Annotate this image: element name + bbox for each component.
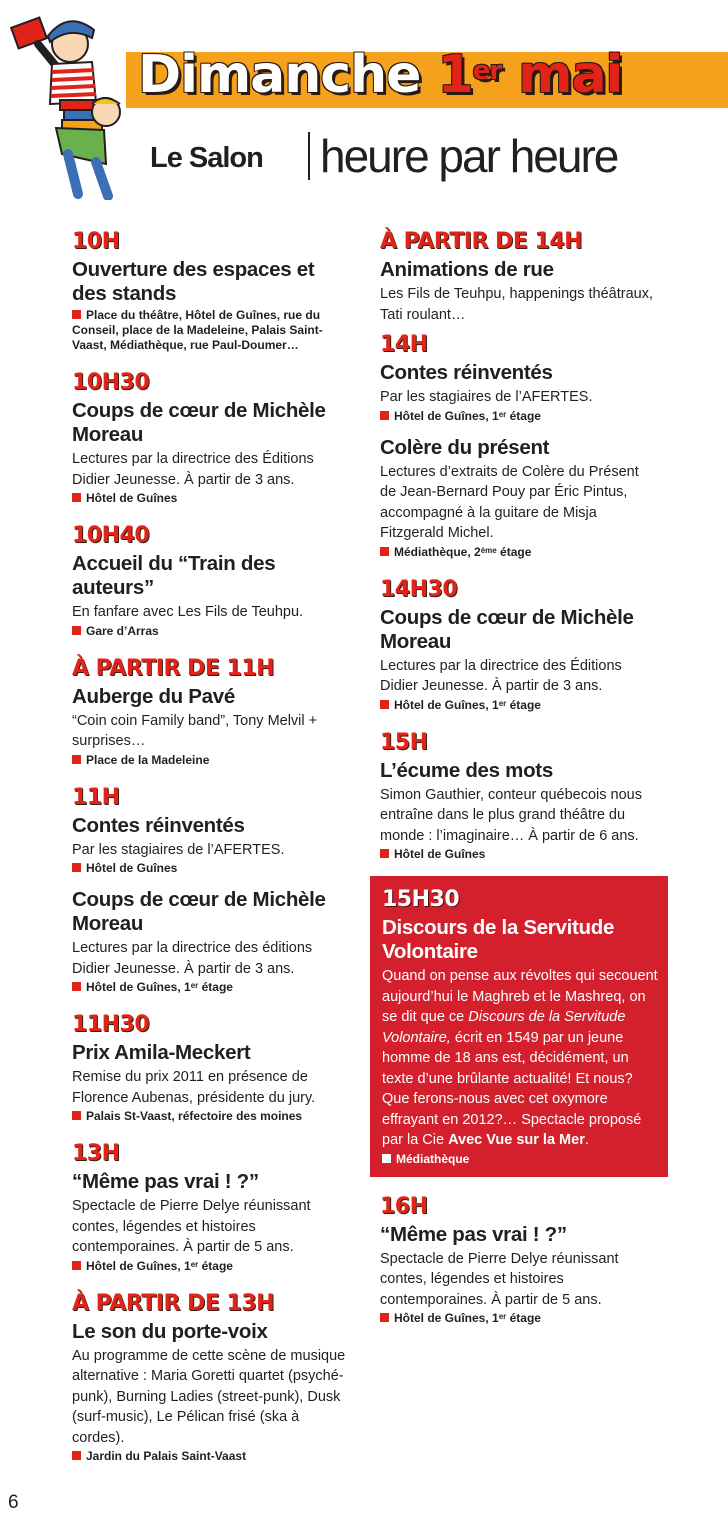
event-title: Prix Amila-Meckert bbox=[72, 1041, 251, 1064]
event-description: Lectures par la directrice des éditions Didier Jeunesse. À partir de 3 ans. bbox=[72, 940, 313, 977]
event-description: Lectures par la directrice des Éditions Didier Jeunesse. À partir de 3 ans. bbox=[380, 657, 622, 694]
subtitle-hourly: heure par heure bbox=[320, 130, 618, 182]
event-description: Par les stagiaires de l’AFERTES. bbox=[72, 841, 285, 858]
event-location: Place de la Madeleine bbox=[72, 753, 354, 768]
event bbox=[380, 729, 658, 863]
event-time: 14H30 bbox=[380, 576, 458, 602]
event-title: Auberge du Pavé bbox=[72, 684, 235, 708]
event-title: “Même pas vrai ! ?” bbox=[380, 1222, 567, 1246]
event-title: Contes réinventés bbox=[72, 813, 245, 837]
event-description: Remise du prix 2011 en présence de Florence Aubenas, présidente du jury. bbox=[72, 1069, 316, 1106]
bullet-square-icon bbox=[72, 1111, 81, 1120]
bullet-square-icon bbox=[72, 493, 81, 502]
page-header bbox=[0, 0, 728, 200]
event-time: 14H bbox=[380, 332, 428, 357]
event-time: À PARTIR DE 11H bbox=[72, 655, 275, 681]
event-location: Jardin du Palais Saint-Vaast bbox=[72, 1449, 354, 1464]
event-description: Au programme de cette scène de musique alternative : Maria Goretti quartet (psyché-punk), Burning Ladies (street-punk), Dusk (surf-music), Le Pélican frisé (ska à cordes). bbox=[72, 1347, 346, 1446]
bullet-square-icon bbox=[380, 411, 389, 420]
event bbox=[380, 331, 658, 424]
event-time: 11H bbox=[72, 784, 120, 810]
bullet-square-icon bbox=[72, 310, 81, 319]
bullet-square-icon bbox=[380, 700, 389, 709]
event-time: 10H30 bbox=[72, 370, 150, 395]
event-time: 13H bbox=[72, 1141, 120, 1166]
event-time: 11H30 bbox=[72, 1012, 150, 1037]
event-location: Hôtel de Guînes, 1er étage bbox=[380, 698, 658, 713]
bullet-square-icon bbox=[380, 547, 389, 556]
event-title: Coups de cœur de Michèle Moreau bbox=[72, 888, 326, 935]
bullet-square-icon bbox=[72, 1261, 81, 1270]
event-title: Contes réinventés bbox=[380, 361, 553, 384]
bullet-square-icon bbox=[72, 1451, 81, 1460]
event-time: 15H bbox=[380, 729, 428, 755]
event-description: Par les stagiaires de l’AFERTES. bbox=[380, 389, 593, 405]
event bbox=[380, 436, 658, 560]
event bbox=[72, 228, 354, 353]
event bbox=[380, 576, 658, 713]
left-column bbox=[72, 228, 354, 1464]
event-time: 16H bbox=[380, 1193, 428, 1219]
event-description: Quand on pense aux révoltes qui secouent aujourd’hui le Maghreb et le Mashreq, on se dit que ce Discours de la Servitude Volontaire, écrit en 1549 par un jeune homme de 18 ans est, décidément, un texte d’une brûlante actualité! Et nous? Que ferons-nous avec cet oxymore effrayant en 2012?… Spectacle proposé par la Cie Avec Vue sur la Mer. bbox=[382, 968, 658, 1148]
event-title: Discours de la Servitude Volontaire bbox=[382, 916, 615, 963]
event bbox=[72, 369, 354, 506]
bullet-square-icon bbox=[72, 863, 81, 872]
bullet-square-icon bbox=[72, 982, 81, 991]
event bbox=[72, 1011, 354, 1124]
subtitle-divider bbox=[308, 132, 310, 180]
bullet-square-icon bbox=[380, 849, 389, 858]
event-location: Gare d’Arras bbox=[72, 624, 354, 639]
event-description: “Coin coin Family band”, Tony Melvil + surprises… bbox=[72, 712, 318, 749]
event-location: Médiathèque, 2ème étage bbox=[380, 545, 658, 560]
event-description: Les Fils de Teuhpu, happenings théâtraux, Tati roulant… bbox=[380, 286, 654, 323]
event-title: Accueil du “Train des auteurs” bbox=[72, 552, 276, 599]
event-location: Hôtel de Guînes, 1er étage bbox=[72, 1259, 354, 1274]
bullet-square-icon bbox=[380, 1313, 389, 1322]
event-location: Hôtel de Guînes bbox=[380, 847, 658, 862]
event-title: Le son du porte-voix bbox=[72, 1319, 268, 1343]
event-description: Spectacle de Pierre Delye réunissant contes, légendes et histoires contemporaines. À partir de 5 ans. bbox=[380, 1250, 619, 1308]
featured-event-box bbox=[370, 876, 668, 1177]
event-location: Hôtel de Guînes, 1er étage bbox=[380, 409, 658, 424]
event-title: Ouverture des espaces et des stands bbox=[72, 258, 315, 305]
event-time: 15H30 bbox=[382, 887, 460, 912]
bullet-square-icon bbox=[72, 755, 81, 764]
event-description: Lectures par la directrice des Éditions Didier Jeunesse. À partir de 3 ans. bbox=[72, 451, 314, 488]
event-title: Colère du présent bbox=[380, 435, 550, 459]
event-title: L’écume des mots bbox=[380, 758, 553, 782]
page-number: 6 bbox=[8, 1492, 19, 1513]
event-title: Coups de cœur de Michèle Moreau bbox=[72, 399, 326, 446]
event-time: À PARTIR DE 14H bbox=[380, 229, 583, 254]
event bbox=[72, 522, 354, 639]
event-location: Médiathèque bbox=[382, 1152, 658, 1167]
event bbox=[72, 1290, 354, 1465]
event-location: Hôtel de Guînes bbox=[72, 491, 354, 506]
event bbox=[380, 1193, 658, 1327]
event-location: Palais St-Vaast, réfectoire des moines bbox=[72, 1109, 354, 1124]
event-description: En fanfare avec Les Fils de Teuhpu. bbox=[72, 604, 304, 620]
mascot-illustration-icon bbox=[8, 4, 136, 200]
event-location: Place du théâtre, Hôtel de Guînes, rue du Conseil, place de la Madeleine, Palais Saint-Vaast, Médiathèque, rue Paul-Doumer… bbox=[72, 308, 323, 352]
event-title: Coups de cœur de Michèle Moreau bbox=[380, 605, 634, 653]
event-title: “Même pas vrai ! ?” bbox=[72, 1170, 259, 1193]
event bbox=[72, 655, 354, 768]
event bbox=[72, 784, 354, 877]
event-time: À PARTIR DE 13H bbox=[72, 1290, 275, 1316]
bullet-square-icon bbox=[72, 626, 81, 635]
page-title: Dimanche 1er mai bbox=[138, 45, 623, 105]
right-column bbox=[380, 228, 658, 1326]
subtitle-salon: Le Salon bbox=[150, 142, 263, 174]
event-location: Hôtel de Guînes, 1er étage bbox=[72, 980, 354, 995]
event bbox=[72, 1140, 354, 1274]
bullet-square-icon bbox=[382, 1154, 391, 1163]
event-description: Spectacle de Pierre Delye réunissant contes, légendes et histoires contemporaines. À partir de 5 ans. bbox=[72, 1198, 311, 1255]
event-time: 10H bbox=[72, 229, 120, 254]
event bbox=[72, 888, 354, 995]
event-location: Hôtel de Guînes bbox=[72, 861, 354, 876]
event-title: Animations de rue bbox=[380, 258, 554, 281]
event-description: Lectures d’extraits de Colère du Présent de Jean-Bernard Pouy par Éric Pintus, accompagné à la guitare de Misja Fitzgerald Michel. bbox=[380, 463, 639, 541]
event-location: Hôtel de Guînes, 1er étage bbox=[380, 1311, 658, 1326]
event-description: Simon Gauthier, conteur québecois nous entraîne dans le plus grand théâtre du monde : l’imaginaire… À partir de 6 ans. bbox=[380, 786, 642, 844]
event bbox=[380, 228, 658, 325]
event-time: 10H40 bbox=[72, 523, 150, 548]
